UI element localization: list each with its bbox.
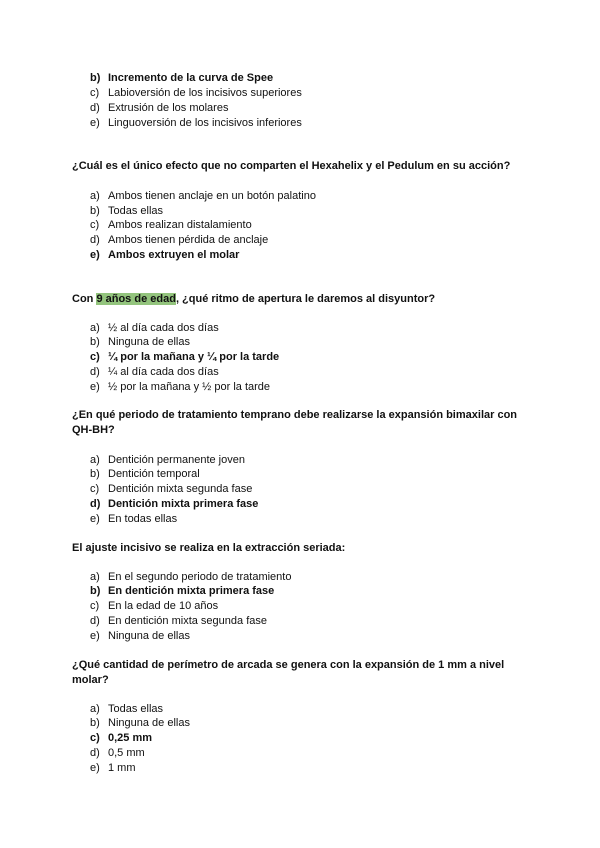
option-answer: b) Incremento de la curva de Spee [90,72,274,84]
option: c) Labioversión de los incisivos superiores [90,87,302,99]
option: e) 1 mm [90,762,136,774]
option: b) Dentición temporal [90,468,200,480]
option: e) En todas ellas [90,513,178,525]
option: a) Dentición permanente joven [90,454,245,466]
option: c) Dentición mixta segunda fase [90,483,253,495]
option-answer: e) Ambos extruyen el molar [90,249,240,261]
option: d) Ambos tienen pérdida de anclaje [90,234,269,246]
option: a) Ambos tienen anclaje en un botón palatino [90,190,316,202]
option: b) Ninguna de ellas [90,717,190,729]
option: b) Todas ellas [90,205,164,217]
option: e) Linguoversión de los incisivos inferiores [90,117,302,129]
option-answer: b) En dentición mixta primera fase [90,585,275,597]
option: a) ½ al día cada dos días [90,322,219,334]
option: a) En el segundo periodo de tratamiento [90,571,292,583]
question-4: El ajuste incisivo se realiza en la extracción seriada: [72,542,346,554]
question-3: ¿En qué periodo de tratamiento temprano debe realizarse la expansión bimaxilar con QH-BH? [72,409,518,436]
question-2: Con 9 años de edad, ¿qué ritmo de apertura le daremos al disyuntor? [72,293,436,305]
option-answer: c) 0,25 mm [90,732,153,744]
option: d) En dentición mixta segunda fase [90,615,267,627]
option: c) Ambos realizan distalamiento [90,219,252,231]
option: b) Ninguna de ellas [90,336,190,348]
option: d) ¼ al día cada dos días [90,366,219,378]
question-5: ¿Qué cantidad de perímetro de arcada se genera con la expansión de 1 mm a nivel molar? [72,659,505,686]
option-answer: c) ¼ por la mañana y ¼ por la tarde [90,351,280,363]
option: c) En la edad de 10 años [90,600,219,612]
option: e) Ninguna de ellas [90,630,190,642]
option: e) ½ por la mañana y ½ por la tarde [90,381,271,393]
option: a) Todas ellas [90,703,164,715]
highlight: 9 años de edad [96,293,176,305]
option-answer: d) Dentición mixta primera fase [90,498,259,510]
question-1: ¿Cuál es el único efecto que no comparten el Hexahelix y el Pedulum en su acción? [72,160,511,172]
option: d) Extrusión de los molares [90,102,229,114]
option: d) 0,5 mm [90,747,145,759]
